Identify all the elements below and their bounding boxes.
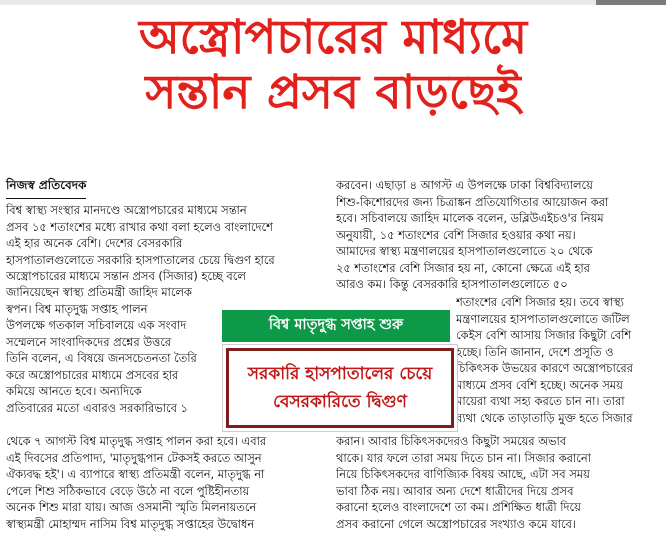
text-line: প্রসব ১৫ শতাংশের মধ্যে রাখার কথা বলা হলেও বাংলাদেশে [6, 219, 273, 234]
text-line: অস্ত্রোপচারের মাধ্যমে সন্তান প্রসব (সিজার) হচ্ছে বলে [6, 269, 246, 283]
text-line: নিয়ে চিকিৎসকদের বাণিজ্যিক বিষয় আছে, এটা সব সময় [336, 467, 590, 481]
text-line: মন্ত্রণালয়ের হাসপাতালগুলোতে জটিল [456, 311, 630, 326]
left-paragraph-1 [6, 202, 328, 285]
callout-green-banner: বিশ্ব মাতৃদুগ্ধ সপ্তাহ শুরু [222, 310, 450, 342]
text-line: এই দিবসের প্রতিপাদ্য, 'মাতৃদুগ্ধপান টেকসই করতে আসুন [6, 450, 262, 465]
text-line: উপলক্ষে গতকাল সচিবালয়ে এক সংবাদ [6, 318, 187, 332]
text-line: করে অস্ত্রোপচারের মাধ্যমে প্রসবের হার [6, 367, 179, 382]
text-line: মাধ্যমে প্রসব বেশি হচ্ছে। অনেক সময় [456, 377, 623, 392]
callout-line-2: বেসরকারিতে দ্বিগুণ [273, 392, 407, 412]
text-line: করানো হলেও বাংলাদেশে তা কম। প্রশিক্ষিত ধাত্রী দিয়ে [336, 500, 581, 514]
text-line: বিশ্ব স্বাস্থ্য সংস্থার মানদণ্ডে অস্ত্রোপচারের মাধ্যমে সন্তান [6, 203, 247, 217]
text-line: হচ্ছে। তিনি জানান, দেশে প্রসূতি ও [456, 344, 614, 359]
headline [0, 10, 666, 121]
top-rule-accent [596, 0, 666, 5]
text-line: প্রসব করানো গেলে অস্ত্রোপচারের সংখ্যাও কমে যাবে। [336, 516, 576, 531]
text-line: জানিয়েছেন স্বাস্থ্য প্রতিমন্ত্রী জাহিদ মালেক [6, 285, 192, 299]
text-line: এই হার অনেক বেশি। দেশের বেসরকারি [6, 236, 183, 250]
text-line: পেলে শিশু সঠিকভাবে বেড়ে উঠে না বলে পুষ্টিহীনতায় [6, 483, 250, 498]
text-line: হাসপাতালগুলোতে সরকারি হাসপাতালের চেয়ে দ্বিগুণ হারে [6, 252, 275, 267]
text-line: আমাদের স্বাস্থ্য মন্ত্রণালয়ের হাসপাতালগুলোতে ২০ থেকে [336, 244, 593, 258]
callout-line-1: সরকারি হাসপাতালের চেয়ে [247, 364, 433, 384]
text-line: শিশু-কিশোরদের জন্য চিত্রাঙ্কন প্রতিযোগিতার আয়োজন করা [336, 194, 609, 209]
text-line: হবে। সচিবালয়ে জাহিদ মালেক বলেন, ডব্লিউএইচও'র নিয়ম [336, 211, 604, 225]
text-line: শতাংশের বেশি সিজার হয়। তবে স্বাস্থ্য [456, 295, 624, 309]
text-line: আরও কম। কিন্তু বেসরকারি হাসপাতালগুলোতে ৫০ [336, 277, 568, 291]
text-line: কমিয়ে আনতে হবে। অন্যদিকে [6, 384, 142, 398]
right-paragraph-2 [456, 294, 658, 426]
text-line: করবেন। এছাড়া ৪ আগস্ট এ উপলক্ষে ঢাকা বিশ্ববিদ্যালয়ে [336, 178, 593, 192]
text-line: মায়েরা ব্যথা সহ্য করতে চান না। তারা [456, 394, 625, 408]
byline: নিজস্ব প্রতিবেদক [6, 177, 86, 199]
text-line: থাকে। যার ফলে তারা সময় দিতে চান না। সিজার করানো [336, 450, 591, 465]
top-rule [0, 0, 666, 5]
text-line: কেইস বেশি আসায় সিজার কিছুটা বেশি [456, 328, 632, 342]
text-line: অনুযায়ী, ১৫ শতাংশের বেশি সিজার হওয়ার কথা নয়। [336, 227, 576, 242]
text-line: করান। আবার চিকিৎসকদেরও কিছুটা সময়ের অভাব [336, 434, 567, 448]
text-line: তিনি বলেন, এ বিষয়ে জনসচেতনতা তৈরি [6, 351, 197, 365]
text-line: ব্যথা থেকে তাড়াতাড়ি মুক্ত হতে সিজার [456, 410, 633, 425]
callout-pull-quote [226, 348, 454, 428]
right-paragraph-3 [336, 433, 658, 532]
right-paragraph-1 [336, 177, 658, 293]
headline-line-2: সন্তান প্রসব বাড়ছেই [145, 65, 521, 121]
text-line: প্রতিবারের মতো এবারও সরকারিভাবে ১ [6, 400, 188, 415]
text-line: সম্মেলনে সাংবাদিকদের প্রশ্নের উত্তরে [6, 334, 172, 349]
text-line: চিকিৎসক উভয়ের কারণে অস্ত্রোপচারের [456, 361, 633, 375]
text-line: স্বপন। বিশ্ব মাতৃদুগ্ধ সপ্তাহ পালন [6, 301, 148, 316]
text-line: থেকে ৭ আগস্ট বিশ্ব মাতৃদুগ্ধ সপ্তাহ পালন করা হবে। এবার [6, 434, 267, 448]
text-line: ঐক্যবদ্ধ হই'। এ ব্যাপারে স্বাস্থ্য প্রতিমন্ত্রী বলেন, মাতৃদুগ্ধ না [6, 467, 265, 481]
headline-line-1: অস্ত্রোপচারের মাধ্যমে [138, 10, 528, 65]
text-line: ভাবা ঠিক নয়। আবার অন্য দেশে ধাত্রীদের দিয়ে প্রসব [336, 483, 574, 498]
text-line: অনেক শিশু মারা যায়। আজ ওসমানী স্মৃতি মিলনায়তনে [6, 500, 257, 514]
left-paragraph-3 [6, 433, 328, 532]
text-line: ২৫ শতাংশের বেশি সিজার হয় না, কোনো ক্ষেত্রে এই হার [336, 260, 590, 275]
text-line: স্বাস্থ্যমন্ত্রী মোহাম্মদ নাসিম বিশ্ব মাতৃদুগ্ধ সপ্তাহের উদ্বোধন [6, 516, 255, 531]
left-paragraph-2 [6, 284, 218, 416]
